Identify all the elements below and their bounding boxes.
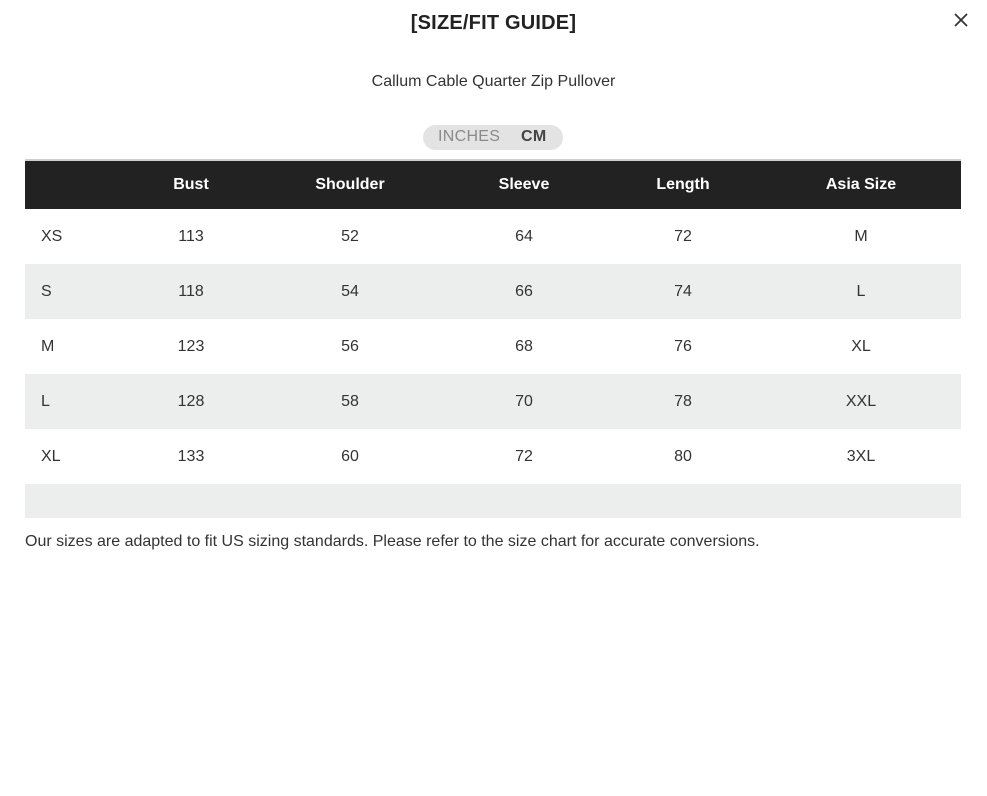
cell-bust: 128 [177, 392, 205, 410]
table-header-row [25, 160, 961, 209]
cell-bust: 113 [178, 227, 204, 245]
cell-size: XL [41, 447, 61, 465]
cell-length: 72 [674, 227, 692, 245]
cell-asia-size: L [856, 282, 866, 300]
cell-length: 74 [674, 282, 692, 300]
cell-sleeve: 70 [515, 392, 533, 410]
header-asia-size: Asia Size [761, 160, 961, 209]
table-filler-row [25, 484, 961, 518]
sizing-note: Our sizes are adapted to fit US sizing standards. Please refer to the size chart for accurate conversions. [25, 533, 760, 550]
header-size [25, 160, 125, 209]
close-icon [950, 9, 972, 31]
cell-shoulder: 54 [341, 282, 359, 300]
cell-bust: 133 [177, 447, 205, 465]
filler-cell [25, 484, 961, 518]
cell-size: XS [41, 227, 63, 245]
cell-bust: 118 [178, 282, 204, 300]
cell-shoulder: 56 [341, 337, 359, 355]
header-bust: Bust [125, 160, 257, 209]
table-row [25, 319, 961, 374]
cell-size: L [41, 392, 50, 410]
header-sleeve: Sleeve [443, 160, 605, 209]
cell-size: M [41, 337, 55, 355]
cell-asia-size: M [854, 227, 868, 245]
cell-sleeve: 72 [515, 447, 533, 465]
product-name: Callum Cable Quarter Zip Pullover [371, 73, 616, 90]
cell-size: S [41, 282, 52, 300]
table-row [25, 429, 961, 484]
cell-length: 76 [674, 337, 692, 355]
cell-shoulder: 58 [341, 392, 359, 410]
unit-option-inches[interactable]: INCHES [438, 128, 501, 145]
table-row [25, 264, 961, 319]
cell-asia-size: XL [851, 337, 871, 355]
unit-option-cm[interactable]: CM [521, 128, 547, 145]
cell-length: 80 [674, 447, 692, 465]
unit-toggle[interactable] [423, 125, 563, 150]
cell-asia-size: XXL [845, 392, 877, 410]
table-row [25, 209, 961, 264]
modal-title: [SIZE/FIT GUIDE] [410, 12, 577, 34]
close-button[interactable] [950, 9, 972, 31]
cell-shoulder: 60 [341, 447, 359, 465]
cell-bust: 123 [177, 337, 205, 355]
cell-shoulder: 52 [341, 227, 359, 245]
header-shoulder: Shoulder [257, 160, 443, 209]
cell-sleeve: 64 [515, 227, 533, 245]
cell-sleeve: 66 [515, 282, 533, 300]
header-length: Length [605, 160, 761, 209]
cell-sleeve: 68 [515, 337, 533, 355]
cell-length: 78 [674, 392, 692, 410]
table-row [25, 374, 961, 429]
cell-asia-size: 3XL [846, 447, 876, 465]
size-chart-table [25, 159, 961, 518]
